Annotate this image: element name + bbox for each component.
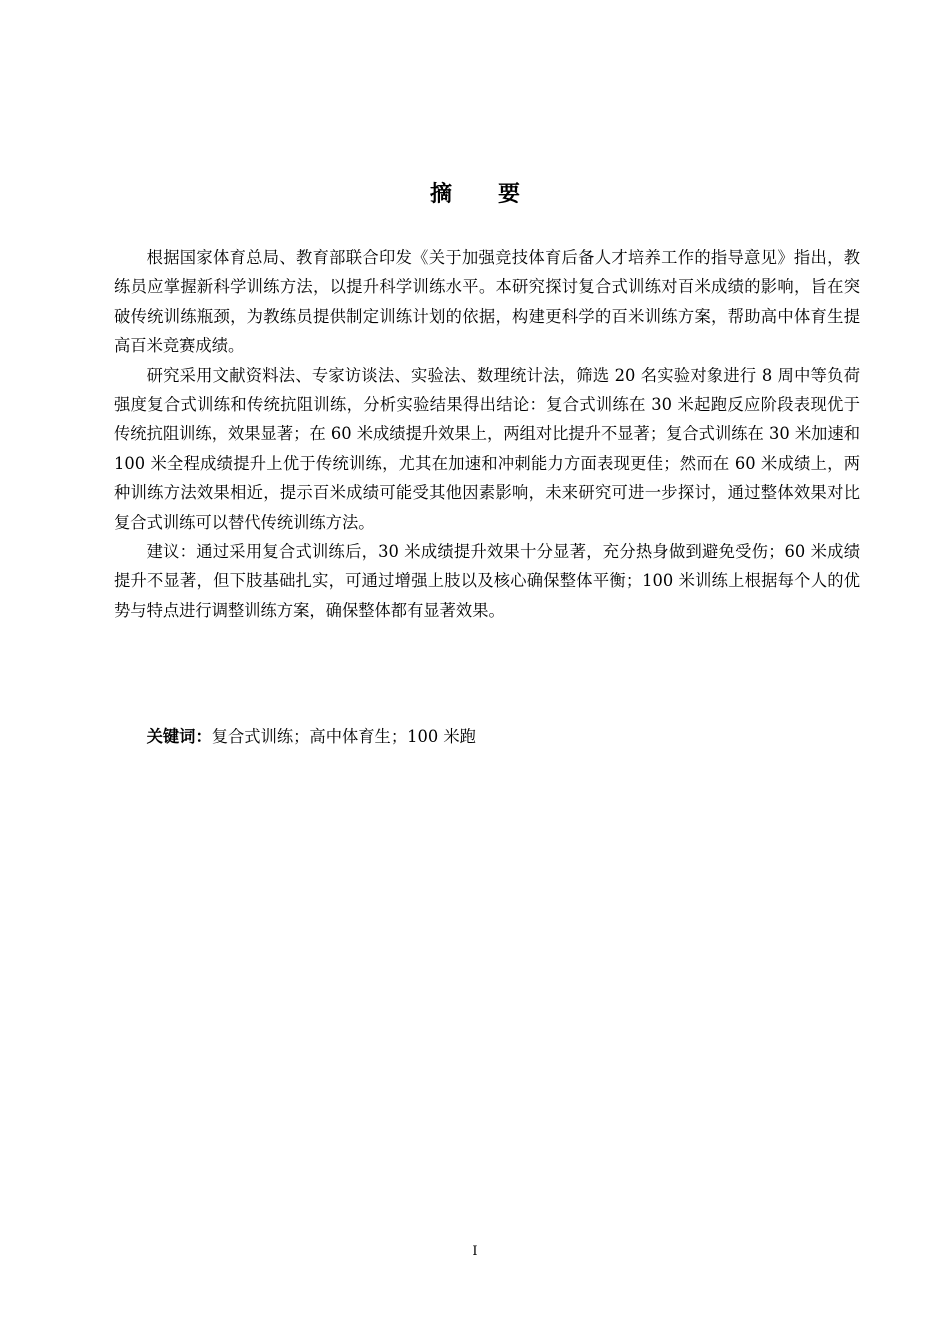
page-title: 摘要 bbox=[429, 182, 566, 207]
page-number: I bbox=[472, 1244, 478, 1259]
abstract-body bbox=[114, 243, 860, 625]
abstract-paragraph-methods: 研究采用文献资料法、专家访谈法、实验法、数理统计法，筛选 20 名实验对象进行 8 周中等负荷强度复合式训练和传统抗阻训练，分析实验结果得出结论：复合式训练在 30 米起跑反应阶段表现优于传统抗阻训练，效果显著；在 60 米成绩提升效果上，两组对比提升不显著；复合式训练在 30 米加速和 100 米全程成绩提升上优于传统训练，尤其在加速和冲刺能力方面表现更佳；然而在 60 米成绩上，两种训练方法效果相近，提示百米成绩可能受其他因素影响，未来研究可进一步探讨，通过整体效果对比复合式训练可以替代传统训练方法。 bbox=[114, 365, 860, 532]
keywords-line bbox=[114, 722, 860, 751]
abstract-paragraph-suggestions: 建议：通过采用复合式训练后，30 米成绩提升效果十分显著，充分热身做到避免受伤；60 米成绩提升不显著，但下肢基础扎实，可通过增强上肢以及核心确保整体平衡；100 米训练上根据每个人的优势与特点进行调整训练方案，确保整体都有显著效果。 bbox=[114, 542, 860, 620]
keywords-label: 关键词： bbox=[146, 727, 212, 746]
keywords-value: 复合式训练；高中体育生；100 米跑 bbox=[211, 727, 476, 746]
abstract-paragraph-background: 根据国家体育总局、教育部联合印发《关于加强竞技体育后备人才培养工作的指导意见》指出，教练员应掌握新科学训练方法，以提升科学训练水平。本研究探讨复合式训练对百米成绩的影响，旨在突破传统训练瓶颈，为教练员提供制定训练计划的依据，构建更科学的百米训练方案，帮助高中体育生提高百米竞赛成绩。 bbox=[114, 248, 860, 356]
